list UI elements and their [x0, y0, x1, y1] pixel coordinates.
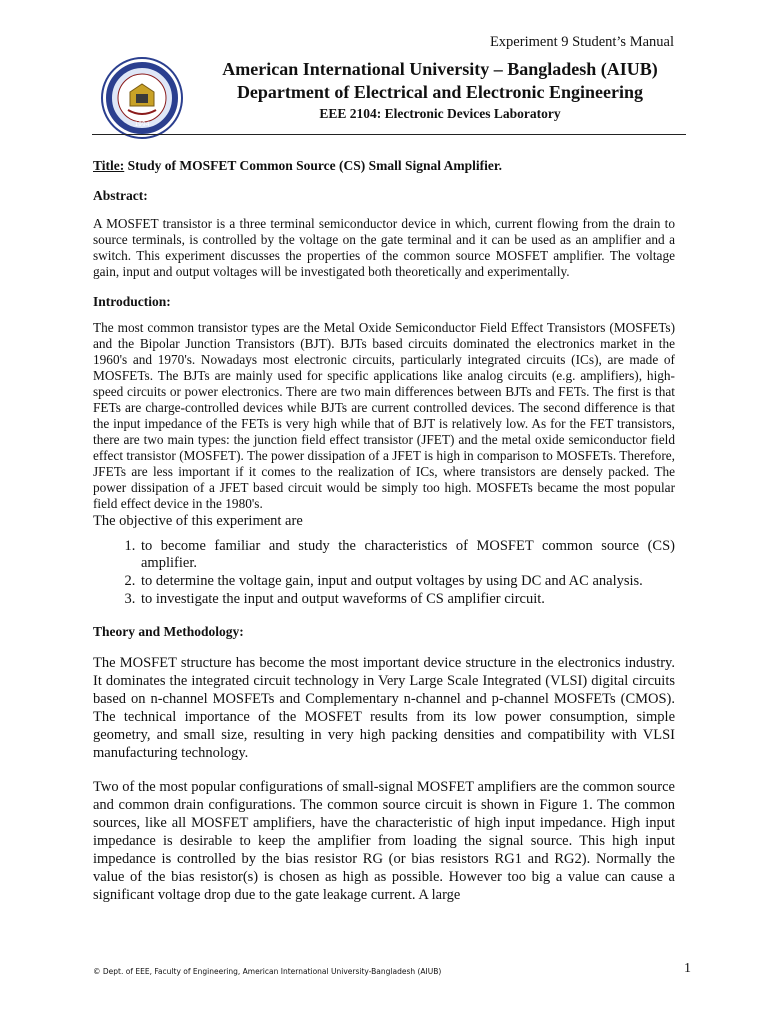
- theory-heading: Theory and Methodology:: [93, 624, 244, 639]
- introduction-body: The most common transistor types are the Metal Oxide Semiconductor Field Effect Transistors (MOSFETs) and the Bipolar Junction Transistors (BJT). BJTs based circuits dominated the electronics market in the 1960's and 1970's. Nowadays most electronic circuits, particularly integrated circuits (ICs), are made of MOSFETs. The BJTs are mainly used for specific applications like analog circuits (e.g. amplifiers), high-speed circuits or power electronics. There are two main differences between BJTs and FETs. The first is that FETs are charge-controlled devices while BJTs are current controlled devices. The second difference is that the input impedance of the FETs is very high while that of BJT is relatively low. As for the FET transistors, there are two main types: the junction field effect transistor (JFET) and the metal oxide semiconductor field effect transistor (MOSFET). The power dissipation of a JFET is high in comparison to MOSFETs. Therefore, JFETs are less important if it comes to the realization of ICs, where transistors are densely packed. The power dissipation of a JFET based circuit would be simply too high. MOSFETs became the most popular field effect device in the 1980's.: [93, 320, 675, 511]
- title-text: Study of MOSFET Common Source (CS) Small Signal Amplifier.: [124, 158, 503, 173]
- objective-intro: The objective of this experiment are: [93, 513, 303, 529]
- course-name: EEE 2104: Electronic Devices Laboratory: [319, 106, 561, 121]
- objective-item: 2. to determine the voltage gain, input and output voltages by using DC and AC analysis.: [139, 573, 675, 590]
- document-body: [93, 158, 675, 904]
- objective-item: 1. to become familiar and study the characteristics of MOSFET common source (CS) amplifier.: [139, 538, 675, 572]
- theory-paragraph: The MOSFET structure has become the most important device structure in the electronics industry. It dominates the integrated circuit technology in Very Large Scale Integrated (VLSI) digital circuits based on n-channel MOSFETs and Complementary n-channel and p-channel MOSFETs (CMOS). The technical importance of the MOSFET results from its low power consumption, simple geometry, and small size, resulting in very high packing densities and compatibility with VLSI manufacturing technology.: [93, 655, 675, 761]
- title-label: Title:: [93, 158, 125, 173]
- abstract-body: A MOSFET transistor is a three terminal semiconductor device in which, current flowing from the drain to source terminals, is controlled by the voltage on the gate terminal and it can be used as an amplifier and a switch. This experiment discusses the properties of the common source MOSFET amplifier. The voltage gain, input and output voltages will be investigated both theoretically and experimentally.: [93, 216, 675, 279]
- document-header: [190, 58, 690, 123]
- university-name: American International University – Bangladesh (AIUB): [222, 59, 658, 79]
- page-number: 1: [684, 961, 691, 976]
- university-seal-logo: [100, 56, 184, 140]
- footer-copyright: © Dept. of EEE, Faculty of Engineering, American International University-Bangladesh (AIUB): [93, 967, 442, 976]
- theory-paragraph: Two of the most popular configurations of small-signal MOSFET amplifiers are the common source and common drain configurations. The common source circuit is shown in Figure 1. The common sources, like all MOSFET amplifiers, have the characteristic of high input impedance. High input impedance is desirable to keep the amplifier from loading the signal source. This high input impedance is controlled by the bias resistor RG (or bias resistors RG1 and RG2). Normally the value of the bias resistor(s) is chosen as high as possible. However too big a value can cause a significant voltage drop due to the gate leakage current. A large: [93, 779, 675, 903]
- manual-tag: Experiment 9 Student’s Manual: [489, 34, 674, 50]
- department-name: Department of Electrical and Electronic Engineering: [236, 82, 644, 102]
- abstract-heading: Abstract:: [93, 188, 148, 203]
- objective-item: 3. to investigate the input and output waveforms of CS amplifier circuit.: [139, 591, 675, 608]
- introduction-heading: Introduction:: [93, 294, 171, 309]
- document-title: [93, 158, 675, 174]
- objective-list: [93, 538, 675, 608]
- logo-year: 1994: [134, 121, 150, 128]
- header-divider: [92, 134, 686, 135]
